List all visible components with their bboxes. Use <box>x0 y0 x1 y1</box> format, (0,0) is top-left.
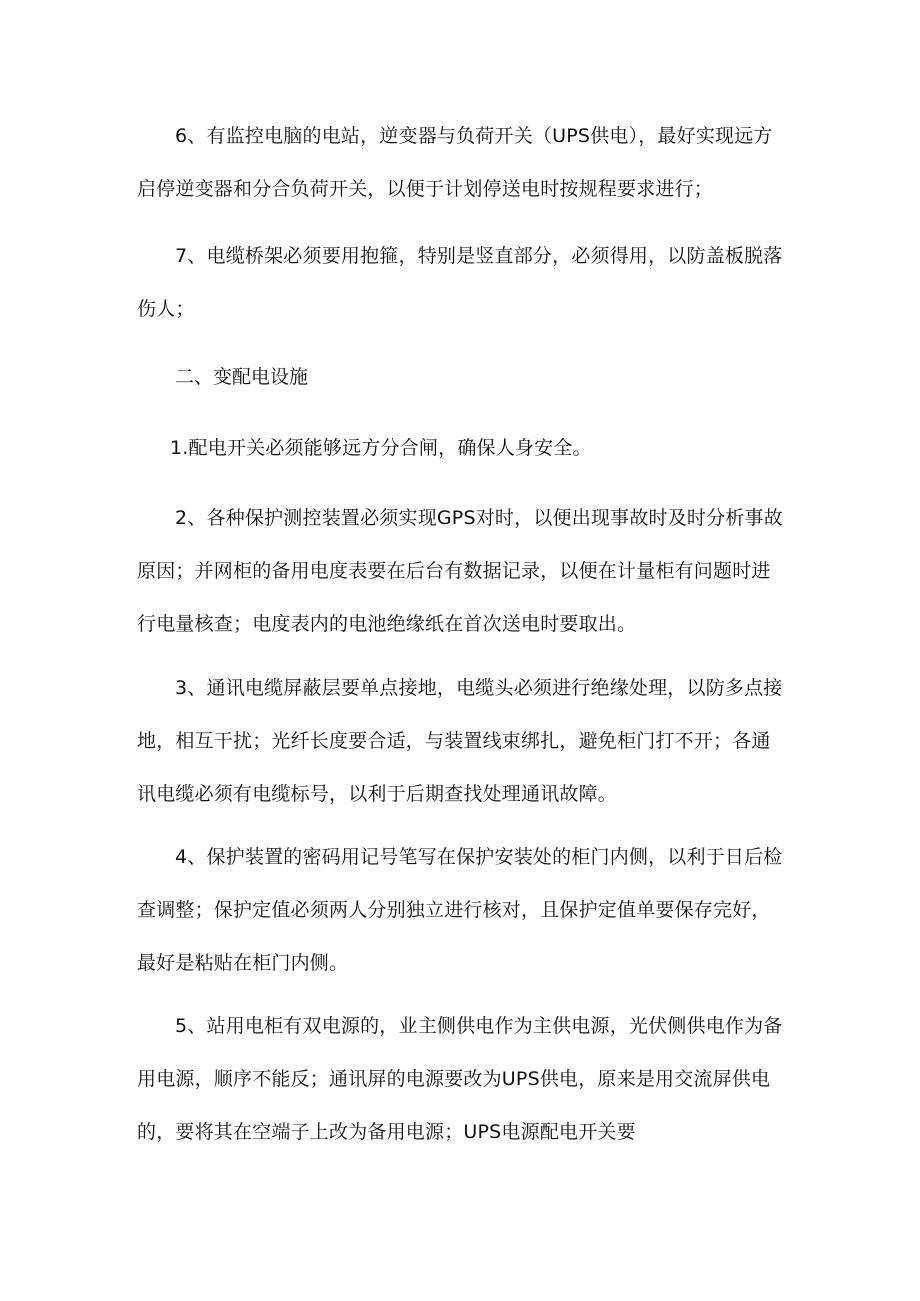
section-item-3: 3、通讯电缆屏蔽层要单点接地，电缆头必须进行绝缘处理，以防多点接地，相互干扰；光纤长度要合适，与装置线束绑扎，避免柜门打不开；各通讯电缆必须有电缆标号，以利于后期查找处理通讯故障。 <box>137 677 783 805</box>
section-item-4: 4、保护装置的密码用记号笔写在保护安装处的柜门内侧，以利于日后检查调整；保护定值必须两人分别独立进行核对，且保护定值单要保存完好，最好是粘贴在柜门内侧。 <box>137 846 783 974</box>
section-item-2: 2、各种保护测控装置必须实现GPS对时，以便出现事故时及时分析事故原因；并网柜的备用电度表要在后台有数据记录，以便在计量柜有问题时进行电量核查；电度表内的电池绝缘纸在首次送电时要取出。 <box>137 507 783 635</box>
section-item-5: 5、站用电柜有双电源的，业主侧供电作为主供电源，光伏侧供电作为备用电源，顺序不能反；通讯屏的电源要改为UPS供电，原来是用交流屏供电的，要将其在空端子上改为备用电源；UPS电源配电开关要 <box>137 1015 783 1143</box>
paragraph-7: 7、电缆桥架必须要用抱箍，特别是竖直部分，必须得用，以防盖板脱落伤人； <box>137 245 783 320</box>
section-heading: 二、变配电设施 <box>175 366 309 388</box>
section-item-1: 1.配电开关必须能够远方分合闸，确保人身安全。 <box>170 437 592 459</box>
paragraph-6: 6、有监控电脑的电站，逆变器与负荷开关（UPS供电），最好实现远方启停逆变器和分合负荷开关，以便于计划停送电时按规程要求进行； <box>137 125 773 200</box>
